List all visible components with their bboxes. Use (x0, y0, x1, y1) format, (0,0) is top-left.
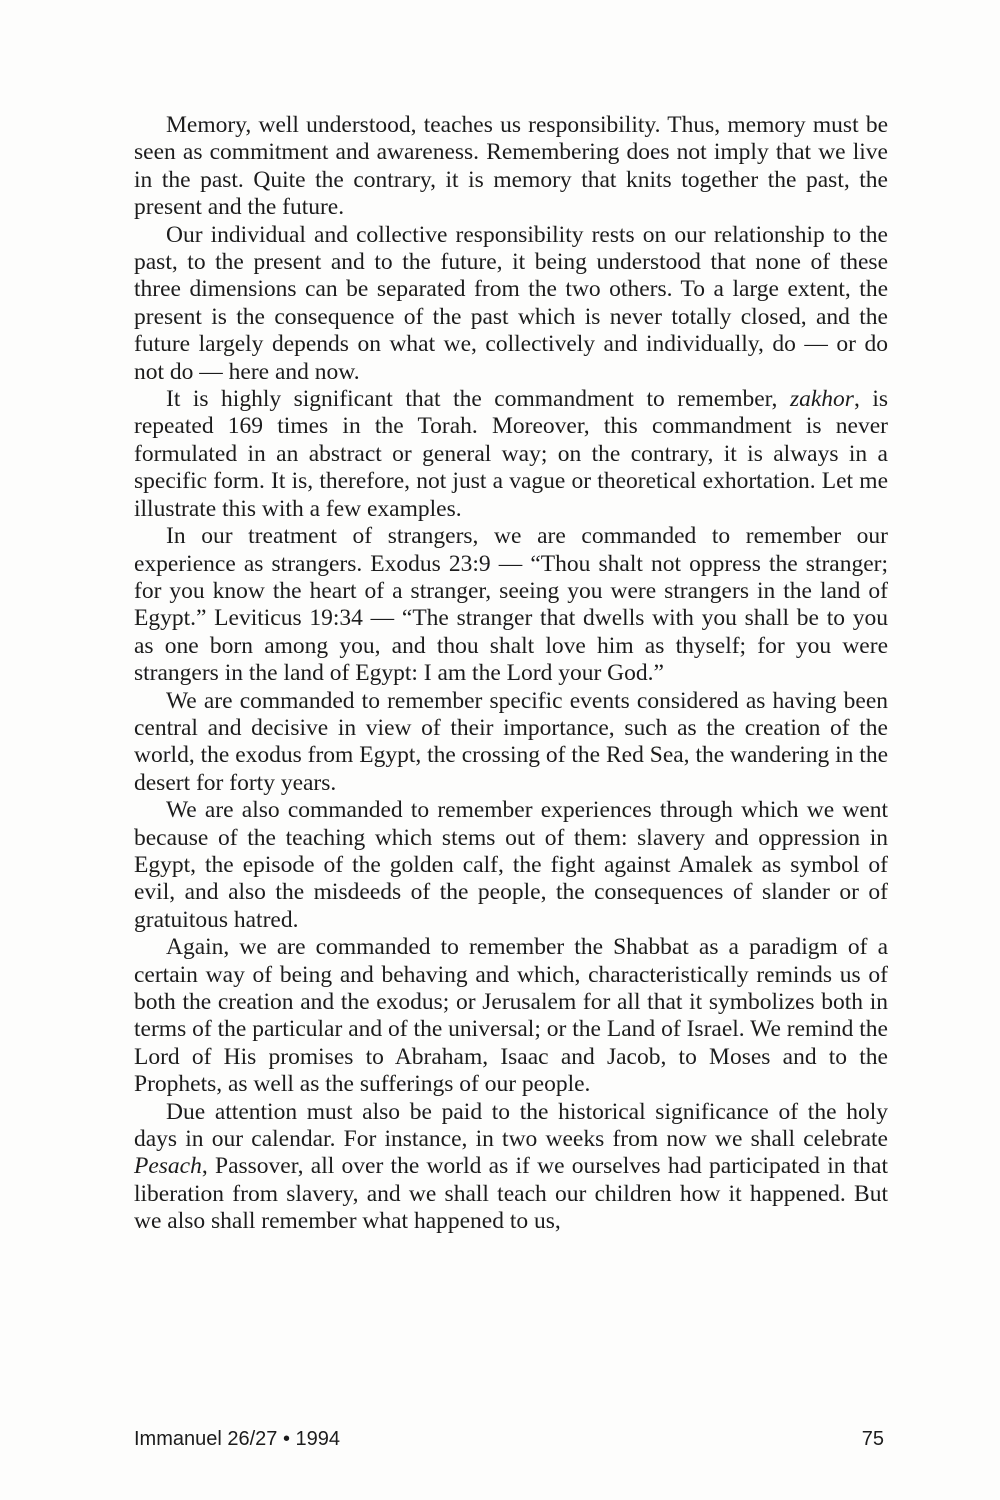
paragraph (134, 934, 888, 1098)
page-number: 75 (861, 1428, 884, 1450)
text-segment: It is highly significant that the commandment to remember, (166, 386, 790, 413)
paragraph (134, 688, 888, 798)
italic-term: zakhor (789, 386, 854, 413)
text-segment: We are also commanded to remember experiences through which we went because of the teaching which stems out of them: slavery and oppression in Egypt, the episode of the golden calf, the fight against Amalek as symbol of evil, and also the misdeeds of the people, the consequences of slander or of gratuitous hatred. (134, 797, 888, 933)
text-segment: Memory, well understood, teaches us responsibility. Thus, memory must be seen as commitment and awareness. Remembering does not imply that we live in the past. Quite the contrary, it is memory that knits together the past, the present and the future. (134, 112, 888, 221)
text-segment: , Passover, all over the world as if we ourselves had participated in that liberation from slavery, and we shall teach our children how it happened. But we also shall remember what happened to us, (134, 1153, 888, 1235)
italic-term: Pesach (134, 1153, 202, 1180)
paragraph (134, 222, 888, 386)
text-segment: Again, we are commanded to remember the Shabbat as a paradigm of a certain way of being and behaving and which, characteristically reminds us of both the creation and the exodus; or Jerusalem for all that it symbolizes both in terms of the particular and of the universal; or the Land of Israel. We remind the Lord of His promises to Abraham, Isaac and Jacob, to Moses and to the Prophets, as well as the sufferings of our people. (134, 934, 888, 1098)
text-segment: Our individual and collective responsibility rests on our relationship to the past, to the present and to the future, it being understood that none of these three dimensions can be separated from the two others. To a large extent, the present is the consequence of the past which is never totally closed, and the future largely depends on what we, collectively and individually, do — or do not do — here and now. (134, 221, 888, 385)
paragraph (134, 1099, 888, 1236)
footer-journal: Immanuel 26/27 • 1994 (134, 1428, 341, 1450)
body-text (134, 112, 888, 1236)
text-segment: Due attention must also be paid to the historical significance of the holy days in our calendar. For instance, in two weeks from now we shall celebrate (134, 1098, 888, 1153)
paragraph (134, 112, 888, 222)
paragraph (134, 523, 888, 687)
text-segment: , is repeated 169 times in the Torah. Moreover, this commandment is never formulated in an abstract or general way; on the contrary, it is always in a specific form. It is, therefore, not just a vague or theoretical exhortation. Let me illustrate this with a few examples. (134, 386, 888, 522)
text-segment: We are commanded to remember specific events considered as having been central and decisive in view of their importance, such as the creation of the world, the exodus from Egypt, the crossing of the Red Sea, the wandering in the desert for forty years. (134, 687, 888, 796)
page-footer (134, 1428, 888, 1458)
paragraph (134, 797, 888, 934)
paragraph (134, 386, 888, 523)
text-segment: In our treatment of strangers, we are commanded to remember our experience as strangers. Exodus 23:9 — “Thou shalt not oppress the stranger; for you know the heart of a stranger, seeing you were strangers in the land of Egypt.” Leviticus 19:34 — “The stranger that dwells with you shall be to you as one born among you, and thou shalt love him as thyself; for you were strangers in the land of Egypt: I am the Lord your God.” (134, 523, 888, 687)
